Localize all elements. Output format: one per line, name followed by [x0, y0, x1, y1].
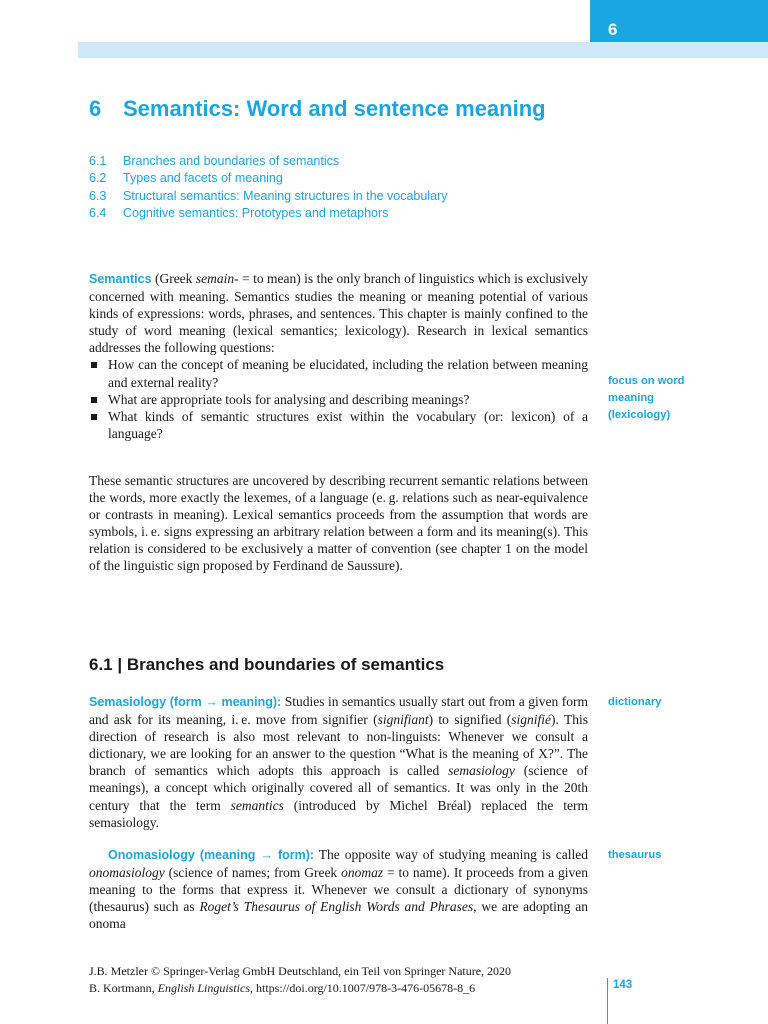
text-run-italic: semain-: [195, 271, 239, 286]
doi-link[interactable]: , https://doi.org/10.1007/978-3-476-05678-8_6: [250, 980, 476, 995]
term-semasiology: Semasiology (form → meaning):: [89, 695, 282, 709]
toc-title: Types and facets of meaning: [123, 171, 283, 186]
toc-item[interactable]: [89, 170, 589, 187]
text-run: ) to signified (: [428, 712, 512, 728]
margin-note-line: focus on word: [608, 375, 685, 387]
page-number-rule: [607, 978, 608, 1024]
text-run-italic: signifié: [511, 712, 552, 728]
text-run-italic: Roget’s Thesaurus of English Words and Phrases: [199, 899, 474, 915]
section-heading: 6.1 | Branches and boundaries of semantics: [89, 655, 445, 674]
list-item: [89, 391, 588, 408]
text-run: B. Kortmann,: [89, 980, 158, 995]
paragraph-semasiology: [89, 693, 588, 831]
term-onomasiology: Onomasiology (meaning → form):: [108, 848, 315, 862]
toc-number: 6.3: [89, 188, 107, 203]
toc-title: Structural semantics: Meaning structures in the vocabulary: [123, 188, 448, 203]
chapter-title-text: Semantics: Word and sentence meaning: [123, 96, 546, 121]
toc-title: Cognitive semantics: Prototypes and metaphors: [123, 205, 389, 220]
text-run: (introduced by Michel Bréal) replaced the term semasiology.: [89, 797, 588, 830]
paragraph-lexemes: These semantic structures are uncovered by describing recurrent semantic relations between the words, more exactly the lexemes, of a language (e. g. relations such as near-equivalence or contrasts in meaning). Lexical semantics proceeds from the assumption that words are symbols, i. e. signs expressing an arbitrary relation between a form and its meaning(s). This relation is considered to be exclusively a matter of convention (see chapter 1 on the model of the linguistic sign proposed by Ferdinand de Saussure).: [89, 473, 588, 574]
question-list: [89, 356, 588, 441]
chapter-title-number: 6: [89, 96, 102, 121]
list-item: [89, 408, 588, 442]
chapter-title: [89, 96, 546, 122]
text-run: (Greek: [151, 271, 196, 286]
list-item-text: What kinds of semantic structures exist within the vocabulary (or: lexicon) of a language?: [108, 408, 588, 441]
list-item: [89, 356, 588, 390]
text-run-italic: English Linguistics: [157, 980, 251, 995]
text-run: The opposite way of studying meaning is called: [314, 847, 588, 862]
text-run-italic: semasiology: [448, 763, 515, 779]
text-run: ). This direction of research is also most relevant to non-linguists: Whenever we consult a dictionary, we are looking for an answer to the question “What is the meaning of X?”. The branch of semantics which adopts this approach is called: [89, 712, 588, 779]
text-run: = to name). It proceeds from a given meaning to the forms that express it. Whenever we consult a dictionary of synonyms (thesaurus) such as: [89, 865, 588, 915]
term-semantics: Semantics: [89, 272, 152, 286]
text-run: (science of meanings), a concept which originally covered all of semantics. It was only in the 20th century that the term: [89, 763, 588, 813]
table-of-contents: [89, 153, 589, 222]
text-run-italic: signifiant: [377, 712, 429, 728]
bullet-marker: [91, 397, 97, 403]
text-run: = to mean) is the only branch of linguistics which is exclusively concerned with meaning. Semantics studies the meaning or meaning potential of various kinds of expressions: words, phrases, and sentences. This chapter is mainly confined to the study of word meaning (lexical semantics; lexicology). Research in lexical semantics addresses the following questions:: [89, 271, 588, 356]
footer-citation: [89, 963, 511, 996]
margin-note-thesaurus: thesaurus: [608, 849, 662, 861]
toc-number: 6.2: [89, 171, 107, 186]
chapter-tab: [590, 0, 768, 42]
toc-item[interactable]: [89, 188, 589, 205]
list-item-text: What are appropriate tools for analysing and describing meanings?: [108, 391, 470, 407]
margin-note-lexicology: [608, 373, 758, 424]
toc-item[interactable]: [89, 153, 589, 170]
page-number: 143: [613, 979, 633, 991]
toc-number: 6.1: [89, 154, 107, 168]
intro-paragraph: [89, 270, 588, 442]
bullet-marker: [91, 362, 97, 368]
chapter-tab-number: 6: [608, 20, 618, 39]
text-run-italic: semantics: [230, 797, 284, 813]
footer-copyright: J.B. Metzler © Springer-Verlag GmbH Deutschland, ein Teil von Springer Nature, 2020: [89, 964, 512, 978]
paragraph-onomasiology: [89, 846, 588, 932]
list-item-text: How can the concept of meaning be elucidated, including the relation between meaning and external reality?: [108, 357, 588, 390]
margin-note-line: meaning: [608, 392, 655, 404]
text-run-italic: onomasiology: [89, 865, 165, 881]
bullet-marker: [91, 414, 97, 420]
toc-number: 6.4: [89, 205, 107, 220]
margin-note-line: (lexicology): [608, 409, 671, 421]
text-run: Studies in semantics usually start out from a given form and ask for its meaning, i. e. move from signifier (: [89, 694, 588, 728]
margin-note-dictionary: dictionary: [608, 696, 662, 708]
toc-item[interactable]: [89, 205, 589, 222]
header-band: [78, 42, 768, 58]
text-run: (science of names; from Greek: [164, 865, 342, 881]
footer-reference: [89, 980, 511, 997]
text-run-italic: onomaz: [341, 865, 384, 881]
text-run: , we are adopting an onoma: [89, 899, 588, 932]
toc-title: Branches and boundaries of semantics: [123, 154, 340, 168]
